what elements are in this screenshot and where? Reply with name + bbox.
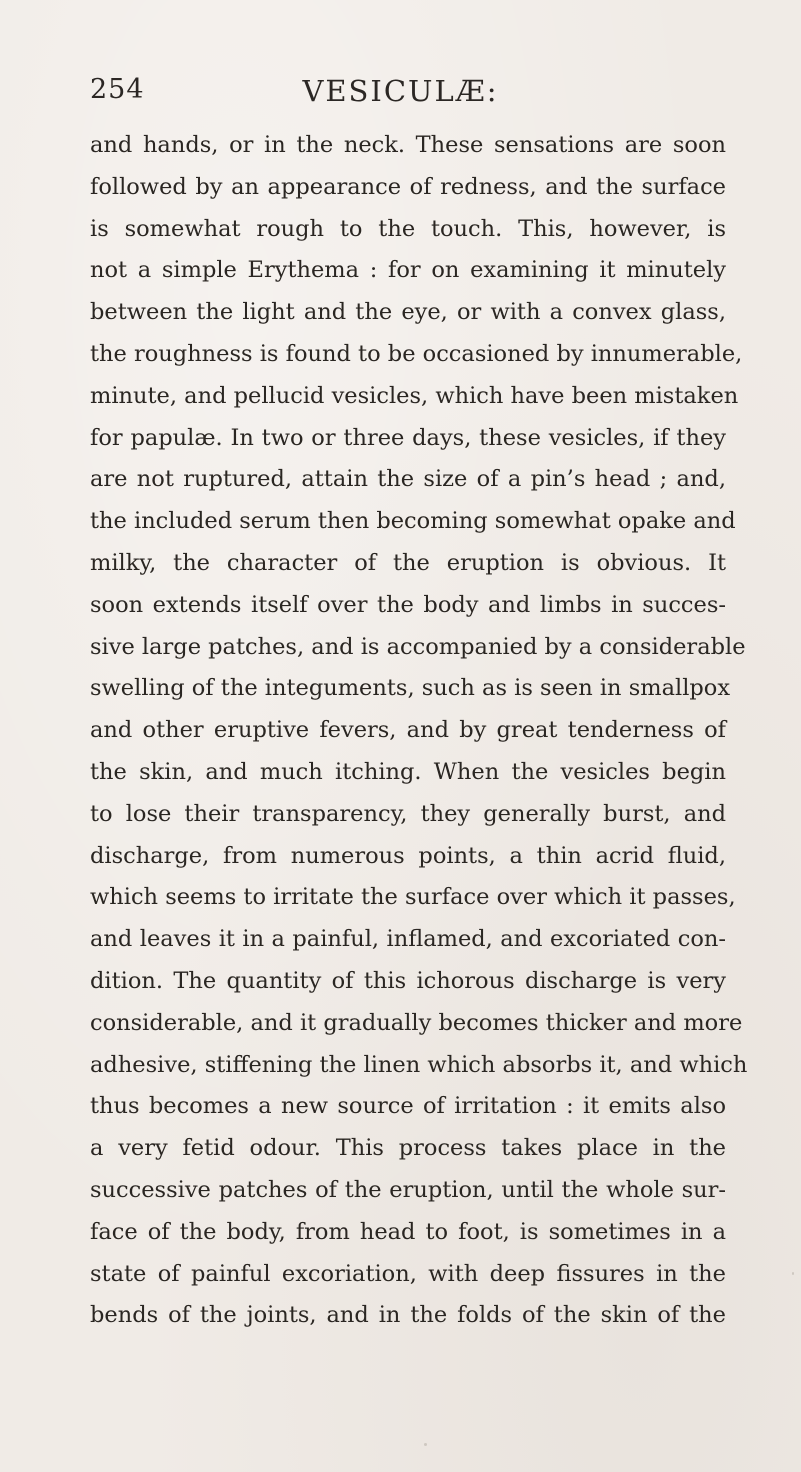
- text-line: a very fetid odour. This process takes place in the: [90, 1135, 726, 1162]
- text-line: which seems to irritate the surface over which it passes,: [90, 884, 736, 911]
- text-line: and other eruptive fevers, and by great tenderness of: [90, 717, 726, 744]
- paper-speck: [792, 1272, 794, 1275]
- text-line: soon extends itself over the body and limbs in succes-: [90, 591, 726, 618]
- text-line: for papulæ. In two or three days, these vesicles, if they: [90, 424, 726, 451]
- text-line: milky, the character of the eruption is obvious. It: [90, 549, 726, 576]
- text-line: not a simple Erythema : for on examining it minutely: [90, 257, 726, 284]
- text-line: and hands, or in the neck. These sensations are soon: [90, 132, 726, 158]
- text-line: swelling of the integuments, such as is seen in smallpox: [90, 675, 731, 702]
- text-line: between the light and the eye, or with a convex glass,: [90, 299, 726, 326]
- text-line: the roughness is found to be occasioned by innumerable,: [90, 340, 743, 367]
- text-line: minute, and pellucid vesicles, which have been mistaken: [90, 382, 739, 409]
- running-head: VESICULÆ:: [302, 74, 499, 108]
- paper-speck: [424, 1443, 427, 1446]
- text-line: bends of the joints, and in the folds of the skin of the: [90, 1302, 726, 1329]
- body-text: [90, 125, 748, 1337]
- text-line: dition. The quantity of this ichorous discharge is very: [90, 967, 726, 994]
- text-line: the included serum then becoming somewhat opake and: [90, 508, 736, 535]
- paper-speck: [273, 394, 275, 396]
- text-line: followed by an appearance of redness, and the surface: [90, 173, 726, 200]
- text-line: thus becomes a new source of irritation : it emits also: [90, 1093, 726, 1120]
- text-line: and leaves it in a painful, inflamed, and excoriated con-: [90, 926, 726, 953]
- text-line: to lose their transparency, they generally burst, and: [90, 800, 726, 827]
- text-line: the skin, and much itching. When the vesicles begin: [90, 758, 726, 785]
- text-line: are not ruptured, attain the size of a pin’s head ; and,: [90, 466, 726, 493]
- text-line: state of painful excoriation, with deep fissures in the: [90, 1260, 726, 1287]
- text-line: considerable, and it gradually becomes thicker and more: [90, 1009, 743, 1036]
- page-header: [0, 74, 801, 114]
- page-number: 254: [90, 74, 145, 105]
- text-line: face of the body, from head to foot, is sometimes in a: [90, 1218, 726, 1245]
- text-line: sive large patches, and is accompanied by a considerable: [90, 633, 746, 660]
- text-line: is somewhat rough to the touch. This, however, is: [90, 215, 726, 242]
- text-line: discharge, from numerous points, a thin acrid fluid,: [90, 842, 726, 869]
- text-line: successive patches of the eruption, until the whole sur-: [90, 1176, 726, 1203]
- text-line: adhesive, stiffening the linen which absorbs it, and which: [90, 1051, 748, 1078]
